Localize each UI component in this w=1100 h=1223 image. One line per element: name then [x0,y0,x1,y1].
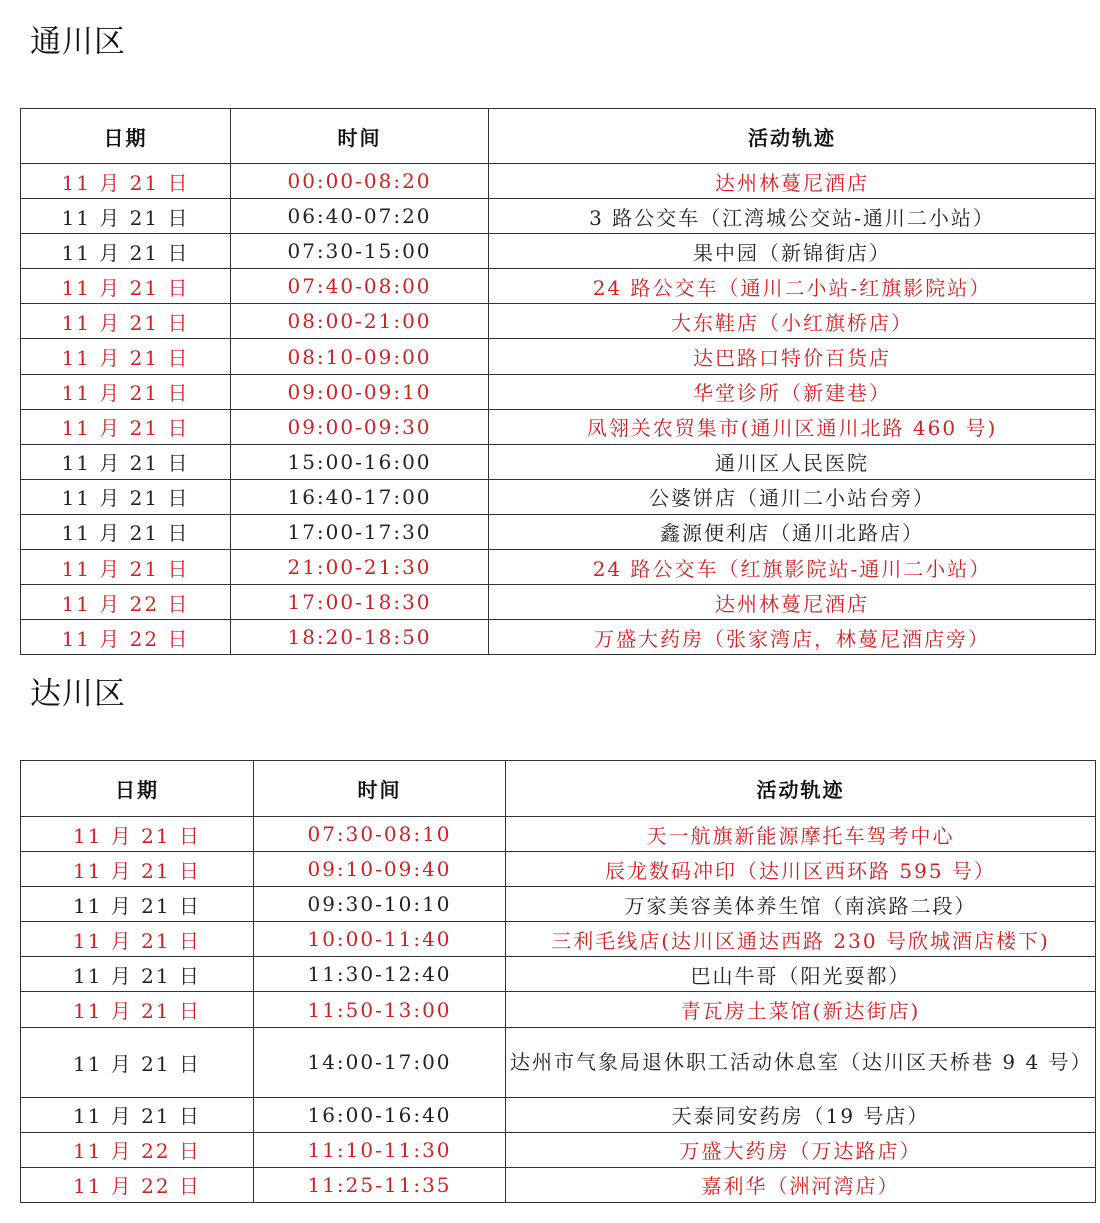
cell-date: 11 月 21 日 [21,444,231,479]
table-row [21,817,1096,852]
cell-date: 11 月 21 日 [21,164,231,199]
header-date: 日期 [21,109,231,164]
table-row [21,339,1096,374]
table-row [21,887,1096,922]
cell-time: 11:50-13:00 [254,992,506,1027]
cell-time: 09:00-09:10 [231,374,489,409]
cell-time: 09:00-09:30 [231,409,489,444]
cell-date: 11 月 22 日 [21,585,231,620]
cell-time: 06:40-07:20 [231,199,489,234]
table-row [21,514,1096,549]
cell-time: 16:00-16:40 [254,1097,506,1132]
table-row [21,957,1096,992]
cell-activity: 辰龙数码冲印（达川区西环路 595 号） [506,852,1096,887]
cell-time: 18:20-18:50 [231,620,489,655]
cell-activity: 鑫源便利店（通川北路店） [489,514,1096,549]
table-body-dachuan [21,817,1096,1203]
section-title-tongchuan: 通川区 [30,24,126,60]
cell-activity: 3 路公交车（江湾城公交站-通川二小站） [489,199,1096,234]
cell-time: 21:00-21:30 [231,550,489,585]
cell-time: 07:40-08:00 [231,269,489,304]
table-header-row [21,761,1096,817]
table-row [21,620,1096,655]
header-activity: 活动轨迹 [489,109,1096,164]
cell-date: 11 月 21 日 [21,922,254,957]
table-row [21,409,1096,444]
cell-date: 11 月 21 日 [21,409,231,444]
table-row [21,269,1096,304]
cell-activity: 公婆饼店（通川二小站台旁） [489,479,1096,514]
cell-activity: 天泰同安药房（19 号店） [506,1097,1096,1132]
cell-activity: 华堂诊所（新建巷） [489,374,1096,409]
cell-activity: 达州林蔓尼酒店 [489,585,1096,620]
cell-date: 11 月 22 日 [21,1132,254,1167]
cell-time: 17:00-18:30 [231,585,489,620]
table-header-row [21,109,1096,164]
table-row [21,922,1096,957]
table-row [21,374,1096,409]
table-row [21,1132,1096,1167]
cell-activity: 天一航旗新能源摩托车驾考中心 [506,817,1096,852]
cell-date: 11 月 21 日 [21,304,231,339]
cell-time: 11:25-11:35 [254,1167,506,1202]
table-row [21,550,1096,585]
cell-activity: 通川区人民医院 [489,444,1096,479]
table-row [21,1027,1096,1097]
header-date: 日期 [21,761,254,817]
cell-time: 00:00-08:20 [231,164,489,199]
table-row [21,164,1096,199]
cell-activity: 达巴路口特价百货店 [489,339,1096,374]
cell-time: 09:10-09:40 [254,852,506,887]
cell-activity: 嘉利华（洲河湾店） [506,1167,1096,1202]
table-row [21,479,1096,514]
cell-date: 11 月 21 日 [21,339,231,374]
cell-date: 11 月 21 日 [21,817,254,852]
cell-activity: 巴山牛哥（阳光耍都） [506,957,1096,992]
table-row [21,304,1096,339]
cell-date: 11 月 21 日 [21,269,231,304]
header-time: 时间 [231,109,489,164]
cell-activity: 果中园（新锦街店） [489,234,1096,269]
table-row [21,444,1096,479]
cell-time: 16:40-17:00 [231,479,489,514]
cell-date: 11 月 21 日 [21,234,231,269]
cell-date: 11 月 21 日 [21,479,231,514]
table-row [21,234,1096,269]
table-row [21,585,1096,620]
cell-time: 11:30-12:40 [254,957,506,992]
cell-activity: 24 路公交车（红旗影院站-通川二小站） [489,550,1096,585]
cell-time: 17:00-17:30 [231,514,489,549]
cell-time: 09:30-10:10 [254,887,506,922]
table-row [21,1167,1096,1202]
cell-time: 11:10-11:30 [254,1132,506,1167]
cell-activity: 三利毛线店(达川区通达西路 230 号欣城酒店楼下) [506,922,1096,957]
cell-time: 08:10-09:00 [231,339,489,374]
cell-date: 11 月 21 日 [21,887,254,922]
cell-activity: 万盛大药房（张家湾店，林蔓尼酒店旁） [489,620,1096,655]
cell-activity: 青瓦房土菜馆(新达街店) [506,992,1096,1027]
table-body-tongchuan [21,164,1096,655]
cell-time: 15:00-16:00 [231,444,489,479]
cell-date: 11 月 22 日 [21,1167,254,1202]
section-title-dachuan: 达川区 [30,676,126,712]
cell-time: 07:30-08:10 [254,817,506,852]
trajectory-table-tongchuan [20,108,1096,655]
cell-activity: 万家美容美体养生馆（南滨路二段） [506,887,1096,922]
cell-time: 08:00-21:00 [231,304,489,339]
cell-date: 11 月 21 日 [21,550,231,585]
header-time: 时间 [254,761,506,817]
table-row [21,992,1096,1027]
cell-activity: 凤翎关农贸集市(通川区通川北路 460 号) [489,409,1096,444]
cell-activity: 达州林蔓尼酒店 [489,164,1096,199]
cell-date: 11 月 21 日 [21,374,231,409]
cell-date: 11 月 21 日 [21,199,231,234]
cell-activity: 达州市气象局退休职工活动休息室（达川区天桥巷 9 4 号） [506,1027,1096,1097]
table-row [21,852,1096,887]
cell-date: 11 月 21 日 [21,1097,254,1132]
table-row [21,199,1096,234]
cell-activity: 万盛大药房（万达路店） [506,1132,1096,1167]
header-activity: 活动轨迹 [506,761,1096,817]
cell-time: 07:30-15:00 [231,234,489,269]
cell-time: 10:00-11:40 [254,922,506,957]
cell-date: 11 月 21 日 [21,992,254,1027]
cell-date: 11 月 21 日 [21,957,254,992]
cell-date: 11 月 21 日 [21,1027,254,1097]
trajectory-table-dachuan [20,760,1096,1203]
cell-time: 14:00-17:00 [254,1027,506,1097]
cell-date: 11 月 22 日 [21,620,231,655]
cell-date: 11 月 21 日 [21,852,254,887]
cell-activity: 大东鞋店（小红旗桥店） [489,304,1096,339]
cell-date: 11 月 21 日 [21,514,231,549]
cell-activity: 24 路公交车（通川二小站-红旗影院站） [489,269,1096,304]
table-row [21,1097,1096,1132]
